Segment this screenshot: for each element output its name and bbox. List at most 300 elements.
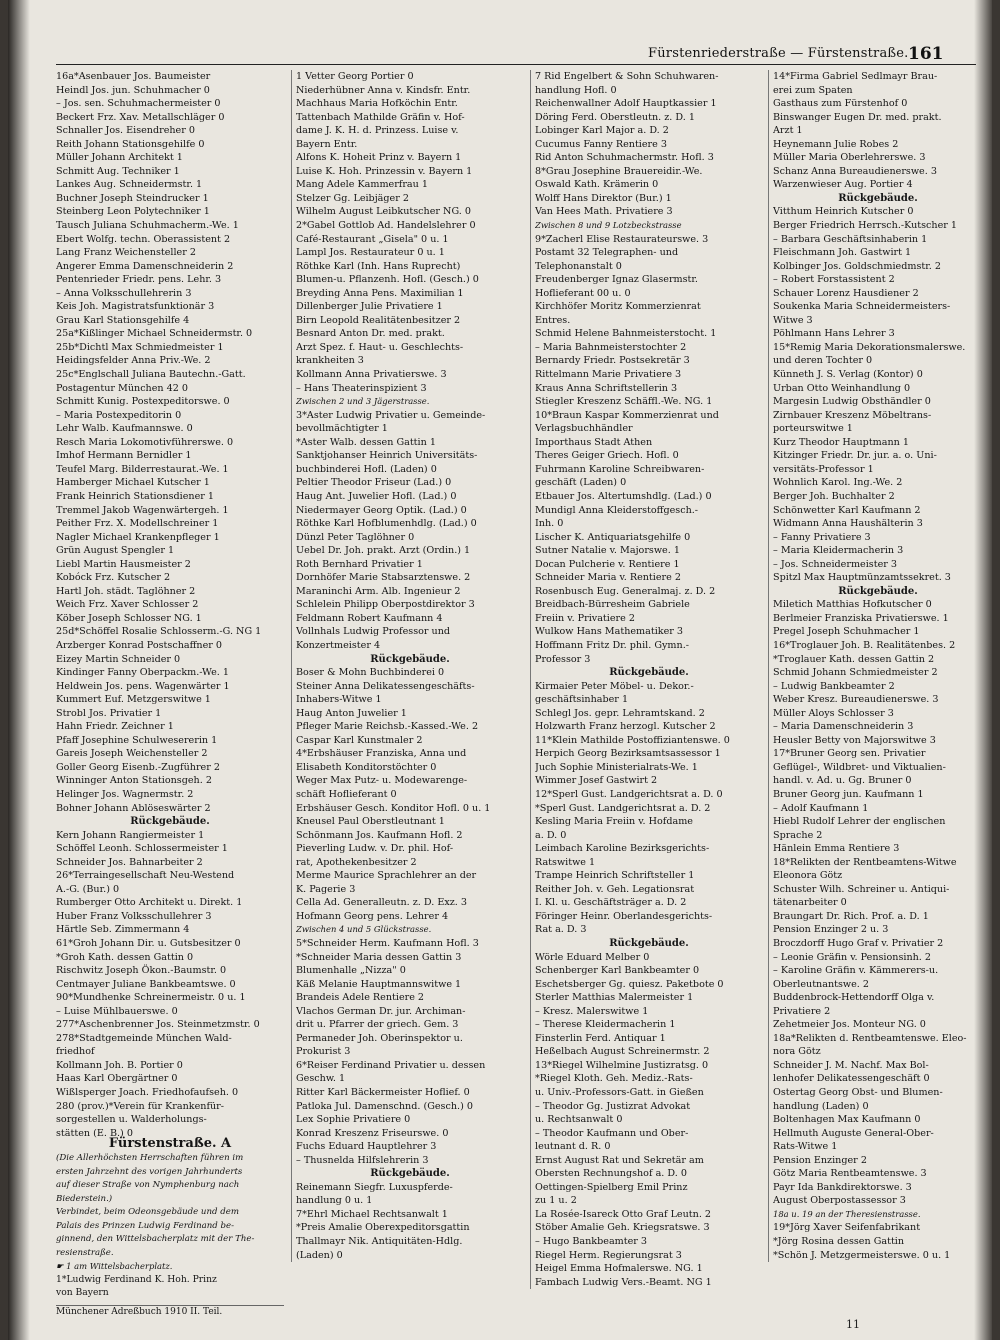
directory-entry: sorgestellen u. Walderholungs- (56, 1114, 207, 1126)
directory-entry: Lehr Walb. Kaufmannswe. 0 (56, 423, 193, 435)
directory-entry: Rosenbusch Eug. Generalmaj. z. D. 2 (535, 585, 716, 597)
directory-entry: Lischer K. Antiquariatsgehilfe 0 (535, 531, 691, 543)
directory-entry: – Jos. sen. Schuhmachermeister 0 (56, 98, 221, 110)
directory-entry: 2*Gabel Gottlob Ad. Handelslehrer 0 (296, 220, 476, 232)
directory-entry: Helinger Jos. Wagnermstr. 2 (56, 788, 194, 800)
directory-entry: nora Götz (773, 1046, 821, 1058)
directory-entry: Haug Ant. Juwelier Hofl. (Lad.) 0 (296, 490, 457, 502)
directory-entry: Telephonanstalt 0 (535, 260, 622, 272)
directory-entry: Mundigl Anna Kleiderstoffgesch.- (535, 504, 699, 516)
directory-entry: Cella Ad. Generalleutn. z. D. Exz. 3 (296, 897, 467, 909)
directory-entry: Fuchs Eduard Hauptlehrer 3 (296, 1141, 437, 1153)
directory-entry: Postagentur München 42 0 (56, 382, 189, 394)
pointing-hand-icon: ☛ (56, 1261, 67, 1272)
directory-entry: Eizey Martin Schneider 0 (56, 653, 181, 665)
directory-entry: Lampl Jos. Restaurateur 0 u. 1 (296, 247, 445, 259)
directory-entry: Soukenka Maria Schneidermeisters- (773, 301, 951, 313)
sheet-number: 11 (846, 1318, 860, 1331)
directory-entry: Heidingsfelder Anna Priv.-We. 2 (56, 355, 211, 367)
directory-entry: Pöhlmann Hans Lehrer 3 (773, 328, 895, 340)
directory-entry: August Oberpostassessor 3 (773, 1195, 906, 1207)
directory-entry: Stöber Amalie Geh. Kriegsratswe. 3 (535, 1222, 710, 1234)
directory-entry: Grau Karl Stationsgehilfe 4 (56, 314, 190, 326)
directory-entry: Inhabers-Witwe 1 (296, 694, 382, 706)
directory-entry: 61*Groh Johann Dir. u. Gutsbesitzer 0 (56, 938, 241, 949)
directory-entry: Pension Enzinger 2 (773, 1154, 867, 1166)
directory-entry: Café-Restaurant „Gisela" 0 u. 1 (296, 233, 449, 245)
directory-entry: Geflügel-, Wildbret- und Viktualien- (773, 761, 946, 773)
directory-entry: Schneider J. M. Nachf. Max Bol- (773, 1059, 929, 1071)
directory-entry: Beckert Frz. Xav. Metallschläger 0 (56, 111, 225, 123)
directory-entry: Schneider Jos. Bahnarbeiter 2 (56, 856, 203, 868)
directory-entry: 26*Terraingesellschaft Neu-Westend (56, 870, 235, 882)
directory-entry: Entres. (535, 314, 571, 326)
directory-entry: Sprache 2 (773, 829, 823, 841)
section-heading-rear-building: Rückgebäude. (370, 1168, 450, 1180)
book-page (8, 0, 992, 1340)
directory-entry: Döring Ferd. Oberstleutn. z. D. 1 (535, 111, 695, 123)
directory-entry: handlung 0 u. 1 (296, 1195, 373, 1207)
directory-entry: Schuster Wilh. Schreiner u. Antiqui- (773, 883, 950, 895)
directory-entry: Van Hees Math. Privatiere 3 (535, 206, 673, 218)
directory-entry: Nagler Michael Krankenpfleger 1 (56, 531, 220, 543)
directory-entry: Schöffel Leonh. Schlossermeister 1 (56, 843, 228, 855)
directory-entry: Inh. 0 (535, 518, 564, 530)
directory-entry: Pregel Joseph Schuhmacher 1 (773, 626, 920, 638)
directory-entry: Kollmann Anna Privatierswe. 3 (296, 369, 447, 381)
directory-entry: Postamt 32 Telegraphen- und (535, 247, 679, 259)
directory-entry: Witwe 3 (773, 314, 813, 326)
directory-entry: leutnant d. R. 0 (535, 1141, 611, 1153)
directory-entry: Kollmann Joh. B. Portier 0 (56, 1059, 183, 1071)
directory-entry: u. Univ.-Professors-Gatt. in Gießen (535, 1087, 704, 1099)
directory-entry: Frank Heinrich Stationsdiener 1 (56, 490, 214, 502)
section-heading-rear-building: Rückgebäude. (370, 653, 450, 665)
directory-entry: Röthke Karl Hofblumenhdlg. (Lad.) 0 (296, 518, 477, 530)
directory-entry: Wilhelm August Leibkutscher NG. 0 (296, 206, 471, 218)
directory-entry: Besnard Anton Dr. med. prakt. (296, 328, 445, 340)
directory-entry: Müller Johann Architekt 1 (56, 152, 183, 164)
directory-entry: – Luise Mühlbauerswe. 0 (56, 1005, 178, 1017)
header-rule (56, 64, 976, 65)
directory-entry: *Aster Walb. dessen Gattin 1 (296, 436, 436, 448)
directory-entry: Caspar Karl Kunstmaler 2 (296, 734, 423, 746)
directory-entry: Vitthum Heinrich Kutscher 0 (773, 206, 914, 218)
directory-entry: Hoffmann Fritz Dr. phil. Gymn.- (535, 639, 689, 651)
directory-entry: 25c*Englschall Juliana Bautechn.-Gatt. (56, 369, 246, 381)
directory-entry: Steinberg Leon Polytechniker 1 (56, 206, 210, 218)
directory-entry: Breidbach-Bürresheim Gabriele (535, 599, 690, 611)
directory-entry: Gasthaus zum Fürstenhof 0 (773, 98, 908, 110)
directory-entry: – Fanny Privatiere 3 (773, 531, 871, 543)
directory-entry: Merme Maurice Sprachlehrer an der (296, 870, 477, 882)
directory-entry: Liebl Martin Hausmeister 2 (56, 558, 191, 570)
directory-entry: Fleischmann Joh. Gastwirt 1 (773, 247, 912, 259)
directory-entry: Schnaller Jos. Eisendreher 0 (56, 125, 195, 137)
directory-entry: Hofmann Georg pens. Lehrer 4 (296, 910, 449, 922)
directory-entry: Lobinger Karl Major a. D. 2 (535, 125, 669, 137)
directory-entry: lenhofer Delikatessengeschäft 0 (773, 1073, 930, 1085)
directory-entry: Bruner Georg jun. Kaufmann 1 (773, 788, 924, 800)
directory-entry: – Thusnelda Hilfslehrerin 3 (296, 1154, 429, 1166)
directory-entry: Obersten Rechnungshof a. D. 0 (535, 1168, 687, 1180)
directory-entry: Grün August Spengler 1 (56, 545, 175, 557)
directory-entry: 18*Relikten der Rentbeamtens-Witwe (773, 856, 957, 868)
directory-entry: Wißlsperger Joach. Friedhofaufseh. 0 (56, 1087, 239, 1099)
directory-entry: Brandeis Adele Rentiere 2 (296, 992, 425, 1004)
street-intro-line: (Die Allerhöchsten Herrschaften führen im (56, 1153, 244, 1163)
directory-entry: Etbauer Jos. Altertumshdlg. (Lad.) 0 (535, 490, 712, 502)
directory-entry: Feldmann Robert Kaufmann 4 (296, 612, 443, 624)
directory-entry: Importhaus Stadt Athen (535, 436, 653, 448)
directory-entry: Müller Aloys Schlosser 3 (773, 707, 894, 719)
page-number: 161 (908, 44, 944, 64)
directory-entry: Mang Adele Kammerfrau 1 (296, 179, 428, 191)
directory-entry: Leimbach Karoline Bezirksgerichts- (535, 843, 710, 855)
directory-entry: Schneider Maria v. Rentiere 2 (535, 572, 681, 584)
directory-entry: Heigel Emma Hofmalerswe. NG. 1 (535, 1263, 703, 1275)
directory-entry: – Barbara Geschäftsinhaberin 1 (773, 233, 928, 245)
directory-entry: stätten (E. B.) 0 (56, 1127, 133, 1139)
directory-entry: Maraninchi Arm. Alb. Ingenieur 2 (296, 585, 461, 597)
directory-entry: Spitzl Max Hauptmünzamtssekret. 3 (773, 572, 951, 584)
directory-entry: Finsterlin Ferd. Antiquar 1 (535, 1032, 666, 1044)
directory-entry: Arzt 1 (773, 125, 803, 137)
directory-entry: Rischwitz Joseph Ökon.-Baumstr. 0 (56, 965, 227, 977)
directory-entry: Niedermayer Georg Optik. (Lad.) 0 (296, 504, 467, 516)
directory-entry: Hänlein Emma Rentiere 3 (773, 843, 900, 855)
directory-entry: – Maria Bahnmeisterstochter 2 (535, 341, 687, 353)
directory-entry: Heusler Betty von Majorswitwe 3 (773, 734, 936, 746)
directory-entry: *Schön J. Metzgermeisterswe. 0 u. 1 (773, 1249, 951, 1261)
directory-entry: 25d*Schöffel Rosalie Schlosserm.-G. NG 1 (56, 626, 262, 638)
directory-entry: Birn Leopold Realitätenbesitzer 2 (296, 314, 461, 326)
directory-entry: Ernst August Rat und Sekretär am (535, 1154, 704, 1166)
directory-entry: Pfleger Marie Reichsb.-Kassed.-We. 2 (296, 721, 479, 733)
directory-entry: *Schneider Maria dessen Gattin 3 (296, 951, 462, 963)
directory-entry: 7 Rid Engelbert & Sohn Schuhwaren- (535, 71, 719, 82)
directory-entry: Kobóck Frz. Kutscher 2 (56, 572, 171, 584)
directory-entry: Broczdorff Hugo Graf v. Privatier 2 (773, 938, 944, 949)
directory-entry: Wohnlich Karol. Ing.-We. 2 (773, 477, 903, 489)
directory-entry: Föringer Heinr. Oberlandesgerichts- (535, 910, 713, 922)
directory-entry: Boser & Mohn Buchbinderei 0 (296, 667, 445, 679)
directory-entry: Haug Anton Juwelier 1 (296, 707, 407, 719)
directory-entry: 90*Mundhenke Schreinermeistr. 0 u. 1 (56, 992, 246, 1004)
directory-entry: 12*Sperl Gust. Landgerichtsrat a. D. 0 (535, 788, 723, 800)
directory-entry: – Theodor Gg. Justizrat Advokat (535, 1100, 691, 1112)
directory-entry: Permaneder Joh. Oberinspektor u. (296, 1032, 463, 1044)
directory-entry: handlung (Laden) 0 (773, 1100, 869, 1112)
directory-entry: Berger Friedrich Herrsch.-Kutscher 1 (773, 220, 958, 232)
directory-entry: Angerer Emma Damenschneiderin 2 (56, 260, 234, 272)
section-heading-rear-building: Rückgebäude. (130, 816, 210, 828)
directory-entry: – Leonie Gräfin v. Pensionsinh. 2 (773, 951, 932, 963)
directory-entry: Holzwarth Franz herzogl. Kutscher 2 (535, 721, 716, 733)
directory-entry: Blumenhalle „Nizza" 0 (296, 965, 406, 977)
directory-entry: 19*Jörg Xaver Seifenfabrikant (773, 1222, 921, 1234)
directory-entry: 14*Firma Gabriel Sedlmayr Brau- (773, 71, 938, 82)
directory-entry: Uebel Dr. Joh. prakt. Arzt (Ordin.) 1 (296, 545, 471, 557)
book-title-footer: Münchener Adreßbuch 1910 II. Teil. (56, 1305, 284, 1320)
directory-entry: Tremmel Jakob Wagenwärtergeh. 1 (56, 504, 229, 516)
street-location-note-text: 1 am Wittelsbacherplatz. (66, 1261, 173, 1272)
directory-entry: Peither Frz. X. Modellschreiner 1 (56, 518, 219, 530)
directory-entry: Sanktjohanser Heinrich Universitäts- (296, 450, 478, 462)
directory-entry: Reinemann Siegfr. Luxuspferde- (296, 1181, 453, 1193)
directory-entry: 17*Bruner Georg sen. Privatier (773, 748, 926, 760)
directory-entry: erei zum Spaten (773, 84, 853, 96)
directory-entry: Riegel Herm. Regierungsrat 3 (535, 1249, 682, 1261)
directory-entry: Freudenberger Ignaz Glasermstr. (535, 274, 698, 286)
directory-entry: Roth Bernhard Privatier 1 (296, 558, 423, 570)
directory-entry: Rid Anton Schuhmachermstr. Hofl. 3 (535, 152, 714, 164)
directory-entry: – Ludwig Bankbeamter 2 (773, 680, 895, 692)
directory-column-2 (291, 70, 524, 1262)
directory-entry: Berger Joh. Buchhalter 2 (773, 490, 895, 502)
directory-entry: Ritter Karl Bäckermeister Hoflief. 0 (296, 1087, 470, 1099)
directory-entry: Wörle Eduard Melber 0 (535, 951, 650, 963)
directory-entry: Docan Pulcherie v. Rentiere 1 (535, 558, 680, 570)
directory-entry: Ratswitwe 1 (535, 856, 596, 868)
directory-entry: Kern Johann Rangiermeister 1 (56, 829, 205, 841)
directory-entry: Schenberger Karl Bankbeamter 0 (535, 965, 700, 977)
directory-entry: Bernardy Friedr. Postsekretär 3 (535, 355, 690, 367)
directory-entry: 16a*Asenbauer Jos. Baumeister (56, 71, 211, 82)
directory-entry: Imhof Hermann Bernidler 1 (56, 450, 192, 462)
directory-entry: Binswanger Eugen Dr. med. prakt. (773, 111, 942, 123)
directory-entry: Wimmer Josef Gastwirt 2 (535, 775, 658, 787)
directory-entry: Buchner Joseph Steindrucker 1 (56, 192, 209, 204)
directory-entry: – Karoline Gräfin v. Kämmerers-u. (773, 965, 939, 977)
directory-entry: – Maria Kleidermacherin 3 (773, 545, 904, 557)
directory-entry: Sutner Natalie v. Majorswe. 1 (535, 545, 680, 557)
street-intro-line: resienstraße. (56, 1247, 114, 1258)
directory-entry: *Jörg Rosina dessen Gattin (773, 1236, 905, 1248)
directory-entry: Kolbinger Jos. Goldschmiedmstr. 2 (773, 260, 941, 272)
directory-entry: Röthke Karl (Inh. Hans Ruprecht) (296, 260, 461, 272)
directory-entry: *Riegel Kloth. Geh. Mediz.-Rats- (535, 1073, 693, 1085)
directory-entry: Warzenwieser Aug. Portier 4 (773, 179, 913, 191)
cross-street-note: 18a u. 19 an der Theresienstrasse. (773, 1208, 921, 1219)
directory-entry: – Hans Theaterinspizient 3 (296, 382, 427, 394)
directory-entry: Zehetmeier Jos. Monteur NG. 0 (773, 1019, 926, 1031)
directory-entry: Blumen-u. Pflanzenh. Hofl. (Gesch.) 0 (296, 274, 479, 286)
directory-column-4 (768, 70, 983, 1262)
directory-entry: Rittelmann Marie Privatiere 3 (535, 369, 682, 381)
section-heading-rear-building: Rückgebäude. (838, 585, 918, 597)
directory-entry: Fuhrmann Karoline Schreibwaren- (535, 463, 705, 475)
directory-entry: A.-G. (Bur.) 0 (56, 883, 120, 895)
directory-entry: Ebert Wolfg. techn. Oberassistent 2 (56, 233, 231, 245)
directory-entry: Strobl Jos. Privatier 1 (56, 707, 162, 719)
directory-column-3 (530, 70, 763, 1289)
directory-entry: Erbshäuser Gesch. Konditor Hofl. 0 u. 1 (296, 802, 491, 814)
directory-entry: Kirchhöfer Moritz Kommerzienrat (535, 301, 701, 313)
directory-entry: Margesin Ludwig Obsthändler 0 (773, 396, 931, 408)
directory-entry: Heindl Jos. jun. Schuhmacher 0 (56, 84, 210, 96)
directory-entry: Hoflieferant 00 u. 0 (535, 287, 631, 299)
directory-entry: Lang Franz Weichensteller 2 (56, 247, 196, 259)
running-title: Fürstenriederstraße — Fürstenstraße. (648, 46, 909, 61)
directory-entry: Resch Maria Lokomotivführerswe. 0 (56, 436, 234, 448)
directory-entry: Rats-Witwe 1 (773, 1141, 838, 1153)
directory-entry: – Hugo Bankbeamter 3 (535, 1236, 648, 1248)
directory-entry: Freiin v. Privatiere 2 (535, 612, 635, 624)
directory-entry: Professor 3 (535, 653, 591, 665)
directory-entry: Bohner Johann Ablöseswärter 2 (56, 802, 211, 814)
directory-entry: 7*Ehrl Michael Rechtsanwalt 1 (296, 1208, 448, 1220)
directory-entry: Niederhübner Anna v. Kindsfr. Entr. (296, 84, 471, 96)
street-intro-line: ginnend, den Wittelsbacherplatz mit der The- (56, 1234, 255, 1245)
directory-entry: 1 Vetter Georg Portier 0 (296, 71, 414, 82)
directory-entry: *Groh Kath. dessen Gattin 0 (56, 951, 194, 963)
directory-entry: Kneusel Paul Oberstleutnant 1 (296, 816, 445, 828)
directory-entry: 11*Klein Mathilde Postoffiziantenswe. 0 (535, 734, 730, 746)
directory-entry: buchbinderei Hofl. (Laden) 0 (296, 463, 437, 475)
directory-entry: rat, Apothekenbesitzer 2 (296, 856, 417, 868)
directory-entry: – Theodor Kaufmann und Ober- (535, 1127, 689, 1139)
street-intro-line: auf dieser Straße von Nymphenburg nach (56, 1180, 240, 1191)
directory-entry: – Maria Damenschneiderin 3 (773, 721, 914, 733)
directory-entry: Schauer Lorenz Hausdiener 2 (773, 287, 919, 299)
binding-shadow (8, 0, 30, 1340)
directory-entry: Widmann Anna Haushälterin 3 (773, 518, 923, 530)
directory-entry: tätenarbeiter 0 (773, 897, 847, 909)
directory-entry: 25b*Dichtl Max Schmiedmeister 1 (56, 341, 224, 353)
directory-entry: Konrad Kreszenz Friseurswe. 0 (296, 1127, 449, 1139)
directory-entry: Braungart Dr. Rich. Prof. a. D. 1 (773, 910, 929, 922)
directory-entry: – Jos. Schneidermeister 3 (773, 558, 897, 570)
directory-entry: Heynemann Julie Robes 2 (773, 138, 899, 150)
directory-entry: Dillenberger Julie Privatiere 1 (296, 301, 443, 313)
street-intro-line: ersten Jahrzehnt des vorigen Jahrhunderts (56, 1166, 243, 1177)
directory-entry: Hahn Friedr. Zeichner 1 (56, 721, 174, 733)
directory-entry: 280 (prov.)*Verein für Krankenfür- (56, 1100, 225, 1112)
directory-entry: 18a*Relikten d. Rentbeamtenswe. Eleo- (773, 1032, 967, 1044)
directory-entry: bevollmächtigter 1 (296, 423, 388, 435)
directory-entry: 277*Aschenbrenner Jos. Steinmetzmstr. 0 (56, 1019, 260, 1031)
directory-entry: Kummert Euf. Metzgerswitwe 1 (56, 694, 211, 706)
directory-entry: porteurswitwe 1 (773, 423, 853, 435)
directory-entry: Juch Sophie Ministerialrats-We. 1 (535, 761, 698, 773)
directory-entry: Machhaus Maria Hofköchin Entr. (296, 98, 458, 110)
section-heading-rear-building: Rückgebäude. (609, 938, 689, 949)
directory-entry: – Therese Kleidermacherin 1 (535, 1019, 676, 1031)
directory-entry: Schmitt Kunig. Postexpeditorswe. 0 (56, 396, 230, 408)
directory-entry: Schlelein Philipp Oberpostdirektor 3 (296, 599, 475, 611)
directory-entry: Urban Otto Weinhandlung 0 (773, 382, 911, 394)
directory-entry: Eschetsberger Gg. quiesz. Paketbote 0 (535, 978, 724, 990)
directory-entry: Teufel Marg. Bilderrestaurat.-We. 1 (56, 463, 229, 475)
directory-entry: geschäft (Laden) 0 (535, 477, 627, 489)
directory-entry: 15*Remig Maria Dekorationsmalerswe. (773, 341, 966, 353)
directory-entry: Ostertag Georg Obst- und Blumen- (773, 1087, 943, 1099)
cross-street-note: Zwischen 8 und 9 Lotzbeckstrasse (535, 220, 682, 231)
directory-entry: 10*Braun Kaspar Kommerzienrat und (535, 409, 719, 421)
directory-entry: Müller Maria Oberlehrerswe. 3 (773, 152, 926, 164)
directory-entry: 3*Aster Ludwig Privatier u. Gemeinde- (296, 409, 486, 421)
directory-entry: von Bayern (56, 1287, 109, 1299)
directory-entry: handlung Hofl. 0 (535, 84, 617, 96)
directory-entry: Hamberger Michael Kutscher 1 (56, 477, 210, 489)
directory-entry: Bayern Entr. (296, 138, 358, 150)
directory-entry: geschäftsinhaber 1 (535, 694, 629, 706)
directory-entry: Käß Melanie Hauptmannswitwe 1 (296, 978, 462, 990)
directory-entry: Payr Ida Bankdirektorswe. 3 (773, 1181, 912, 1193)
directory-entry: Stelzer Gg. Leibjäger 2 (296, 192, 409, 204)
directory-entry: Dünzl Peter Taglöhner 0 (296, 531, 415, 543)
directory-entry: Schönwetter Karl Kaufmann 2 (773, 504, 921, 516)
directory-entry: Berlmeier Franziska Privatierswe. 1 (773, 612, 949, 624)
directory-entry: Miletich Matthias Hofkutscher 0 (773, 599, 932, 611)
directory-entry: La Rosée-Isareck Otto Graf Leutn. 2 (535, 1208, 712, 1220)
directory-entry: Köber Joseph Schlosser NG. 1 (56, 612, 202, 624)
directory-entry: krankheiten 3 (296, 355, 364, 367)
directory-entry: *Sperl Gust. Landgerichtsrat a. D. 2 (535, 802, 711, 814)
directory-entry: versitäts-Professor 1 (773, 463, 874, 475)
directory-entry: Pieverling Ludw. v. Dr. phil. Hof- (296, 843, 454, 855)
directory-entry: Keis Joh. Magistratsfunktionär 3 (56, 301, 215, 313)
directory-entry: Heldwein Jos. pens. Wagenwärter 1 (56, 680, 230, 692)
directory-entry: – Maria Postexpeditorin 0 (56, 409, 182, 421)
directory-entry: Hiebl Rudolf Lehrer der englischen (773, 816, 946, 828)
directory-entry: Goller Georg Eisenb.-Zugführer 2 (56, 761, 220, 773)
directory-entry: Reichenwallner Adolf Hauptkassier 1 (535, 98, 717, 110)
directory-entry: K. Pagerie 3 (296, 883, 356, 895)
street-name: Fürstenstraße. A (108, 1136, 232, 1151)
directory-entry: Herpich Georg Bezirksamtsassessor 1 (535, 748, 721, 760)
directory-entry: 6*Reiser Ferdinand Privatier u. dessen (296, 1059, 486, 1071)
directory-entry: Steiner Anna Delikatessengeschäfts- (296, 680, 475, 692)
directory-entry: schäft Hoflieferant 0 (296, 788, 397, 800)
directory-entry: zu 1 u. 2 (535, 1195, 577, 1207)
directory-entry: Kitzinger Friedr. Dr. jur. a. o. Uni- (773, 450, 937, 462)
street-intro-line: Palais des Prinzen Ludwig Ferdinand be- (56, 1220, 234, 1231)
street-intro-line: Verbindet, beim Odeonsgebäude und dem (56, 1207, 239, 1218)
directory-entry: Geschw. 1 (296, 1073, 346, 1085)
directory-entry: Patloka Jul. Damenschnd. (Gesch.) 0 (296, 1100, 473, 1112)
directory-entry: Vollnhals Ludwig Professor und (296, 626, 451, 638)
directory-entry: dame J. K. H. d. Prinzess. Luise v. (296, 125, 459, 137)
directory-entry: Wulkow Hans Mathematiker 3 (535, 626, 684, 638)
directory-entry: 4*Erbshäuser Franziska, Anna und (296, 748, 467, 760)
cross-street-note: Zwischen 2 und 3 Jägerstrasse. (296, 396, 430, 407)
directory-entry: Stiegler Kreszenz Schäffl.-We. NG. 1 (535, 396, 713, 408)
directory-entry: Weich Frz. Xaver Schlosser 2 (56, 599, 199, 611)
directory-entry: – Anna Volksschullehrerin 3 (56, 287, 192, 299)
directory-entry: Huber Franz Volksschullehrer 3 (56, 910, 212, 922)
directory-entry: Reither Joh. v. Geh. Legationsrat (535, 883, 695, 895)
cross-street-note: Zwischen 4 und 5 Glückstrasse. (296, 924, 432, 935)
directory-entry: Götz Maria Rentbeamtenswe. 3 (773, 1168, 927, 1180)
directory-entry: drit u. Pfarrer der griech. Gem. 3 (296, 1019, 459, 1031)
directory-entry: Schmid Helene Bahnmeisterstocht. 1 (535, 328, 717, 340)
directory-entry: Peltier Theodor Friseur (Lad.) 0 (296, 477, 452, 489)
directory-entry: I. Kl. u. Geschäftsträger a. D. 2 (535, 897, 687, 909)
directory-entry: Kesling Maria Freiin v. Hofdame (535, 816, 693, 828)
street-location-note (56, 1260, 284, 1274)
section-heading-rear-building: Rückgebäude. (838, 192, 918, 204)
directory-entry: Weger Max Putz- u. Modewarenge- (296, 775, 468, 787)
directory-entry: Alfons K. Hoheit Prinz v. Bayern 1 (296, 152, 462, 164)
directory-entry: Vlachos German Dr. jur. Archiman- (296, 1005, 466, 1017)
directory-entry: Kurz Theodor Hauptmann 1 (773, 436, 909, 448)
directory-entry: 9*Zacherl Elise Restaurateurswe. 3 (535, 233, 709, 245)
directory-entry: Weber Kresz. Bureaudienerswe. 3 (773, 694, 939, 706)
directory-entry: Wolff Hans Direktor (Bur.) 1 (535, 192, 672, 204)
directory-entry: Winninger Anton Stationsgeh. 2 (56, 775, 212, 787)
